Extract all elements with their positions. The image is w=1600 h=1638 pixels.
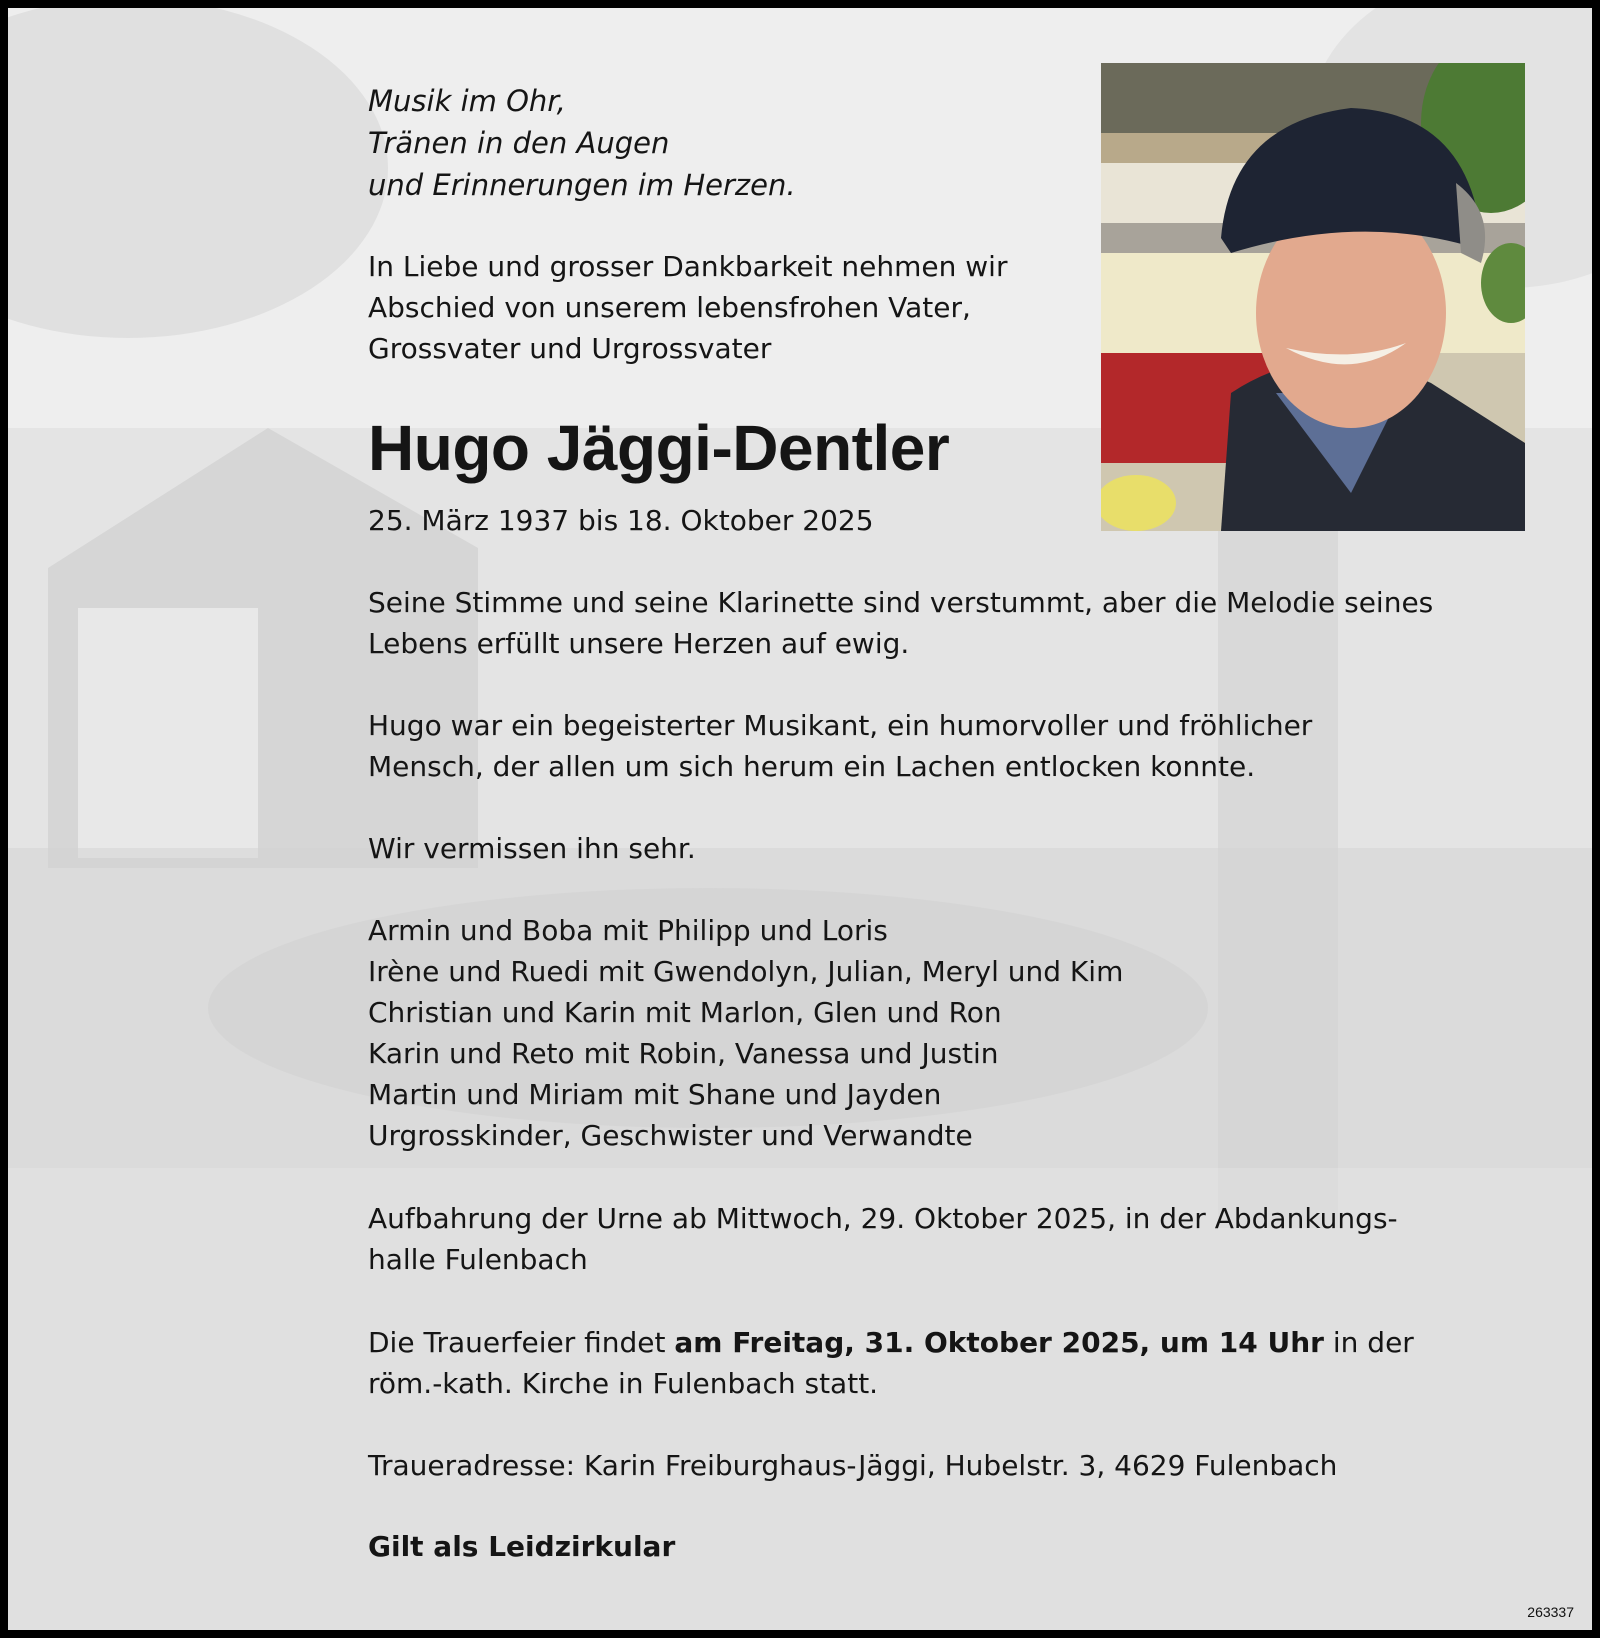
paragraph-character (368, 705, 1312, 787)
urn-line: Aufbahrung der Urne ab Mittwoch, 29. Oktober 2025, in der Abdankungs- (368, 1202, 1398, 1235)
urn-viewing (368, 1198, 1398, 1280)
family-line: Irène und Ruedi mit Gwendolyn, Julian, Meryl und Kim (368, 955, 1124, 988)
intro-line: Grossvater und Urgrossvater (368, 332, 772, 365)
verse (368, 80, 796, 206)
paragraph-line: Mensch, der allen um sich herum ein Lachen entlocken konnte. (368, 750, 1256, 783)
intro-line: In Liebe und grosser Dankbarkeit nehmen wir (368, 250, 1008, 283)
intro-line: Abschied von unserem lebensfrohen Vater, (368, 291, 971, 324)
family-list (368, 910, 1123, 1156)
family-line: Christian und Karin mit Marlon, Glen und Ron (368, 996, 1002, 1029)
ceremony-date-time: am Freitag, 31. Oktober 2025, um 14 Uhr (674, 1326, 1324, 1359)
paragraph-music (368, 582, 1433, 664)
verse-line: und Erinnerungen im Herzen. (368, 168, 796, 202)
family-line: Karin und Reto mit Robin, Vanessa und Justin (368, 1037, 999, 1070)
reference-number: 263337 (1527, 1604, 1574, 1620)
deceased-name: Hugo Jäggi-Dentler (368, 412, 950, 484)
family-line: Armin und Boba mit Philipp und Loris (368, 914, 888, 947)
closing-note: Gilt als Leidzirkular (368, 1530, 676, 1563)
verse-line: Musik im Ohr, (368, 84, 566, 118)
ceremony-line (368, 1322, 1414, 1363)
ceremony-suffix: in der (1323, 1326, 1414, 1359)
portrait-photo (1101, 63, 1525, 531)
family-line: Martin und Miriam mit Shane und Jayden (368, 1078, 942, 1111)
mourning-address: Traueradresse: Karin Freiburghaus-Jäggi, Hubelstr. 3, 4629 Fulenbach (368, 1449, 1338, 1482)
paragraph-line: Lebens erfüllt unsere Herzen auf ewig. (368, 627, 910, 660)
urn-line: halle Fulenbach (368, 1243, 588, 1276)
ceremony-location: röm.-kath. Kirche in Fulenbach statt. (368, 1367, 879, 1400)
family-line: Urgrosskinder, Geschwister und Verwandte (368, 1119, 973, 1152)
paragraph-line: Seine Stimme und seine Klarinette sind verstummt, aber die Melodie seines (368, 586, 1434, 619)
paragraph-missing: Wir vermissen ihn sehr. (368, 832, 696, 865)
paragraph-line: Hugo war ein begeisterter Musikant, ein humorvoller und fröhlicher (368, 709, 1313, 742)
verse-line: Tränen in den Augen (368, 126, 670, 160)
ceremony-prefix: Die Trauerfeier findet (368, 1326, 675, 1359)
ceremony-info (368, 1322, 1414, 1404)
life-dates: 25. März 1937 bis 18. Oktober 2025 (368, 504, 874, 537)
intro-text (368, 246, 1007, 369)
